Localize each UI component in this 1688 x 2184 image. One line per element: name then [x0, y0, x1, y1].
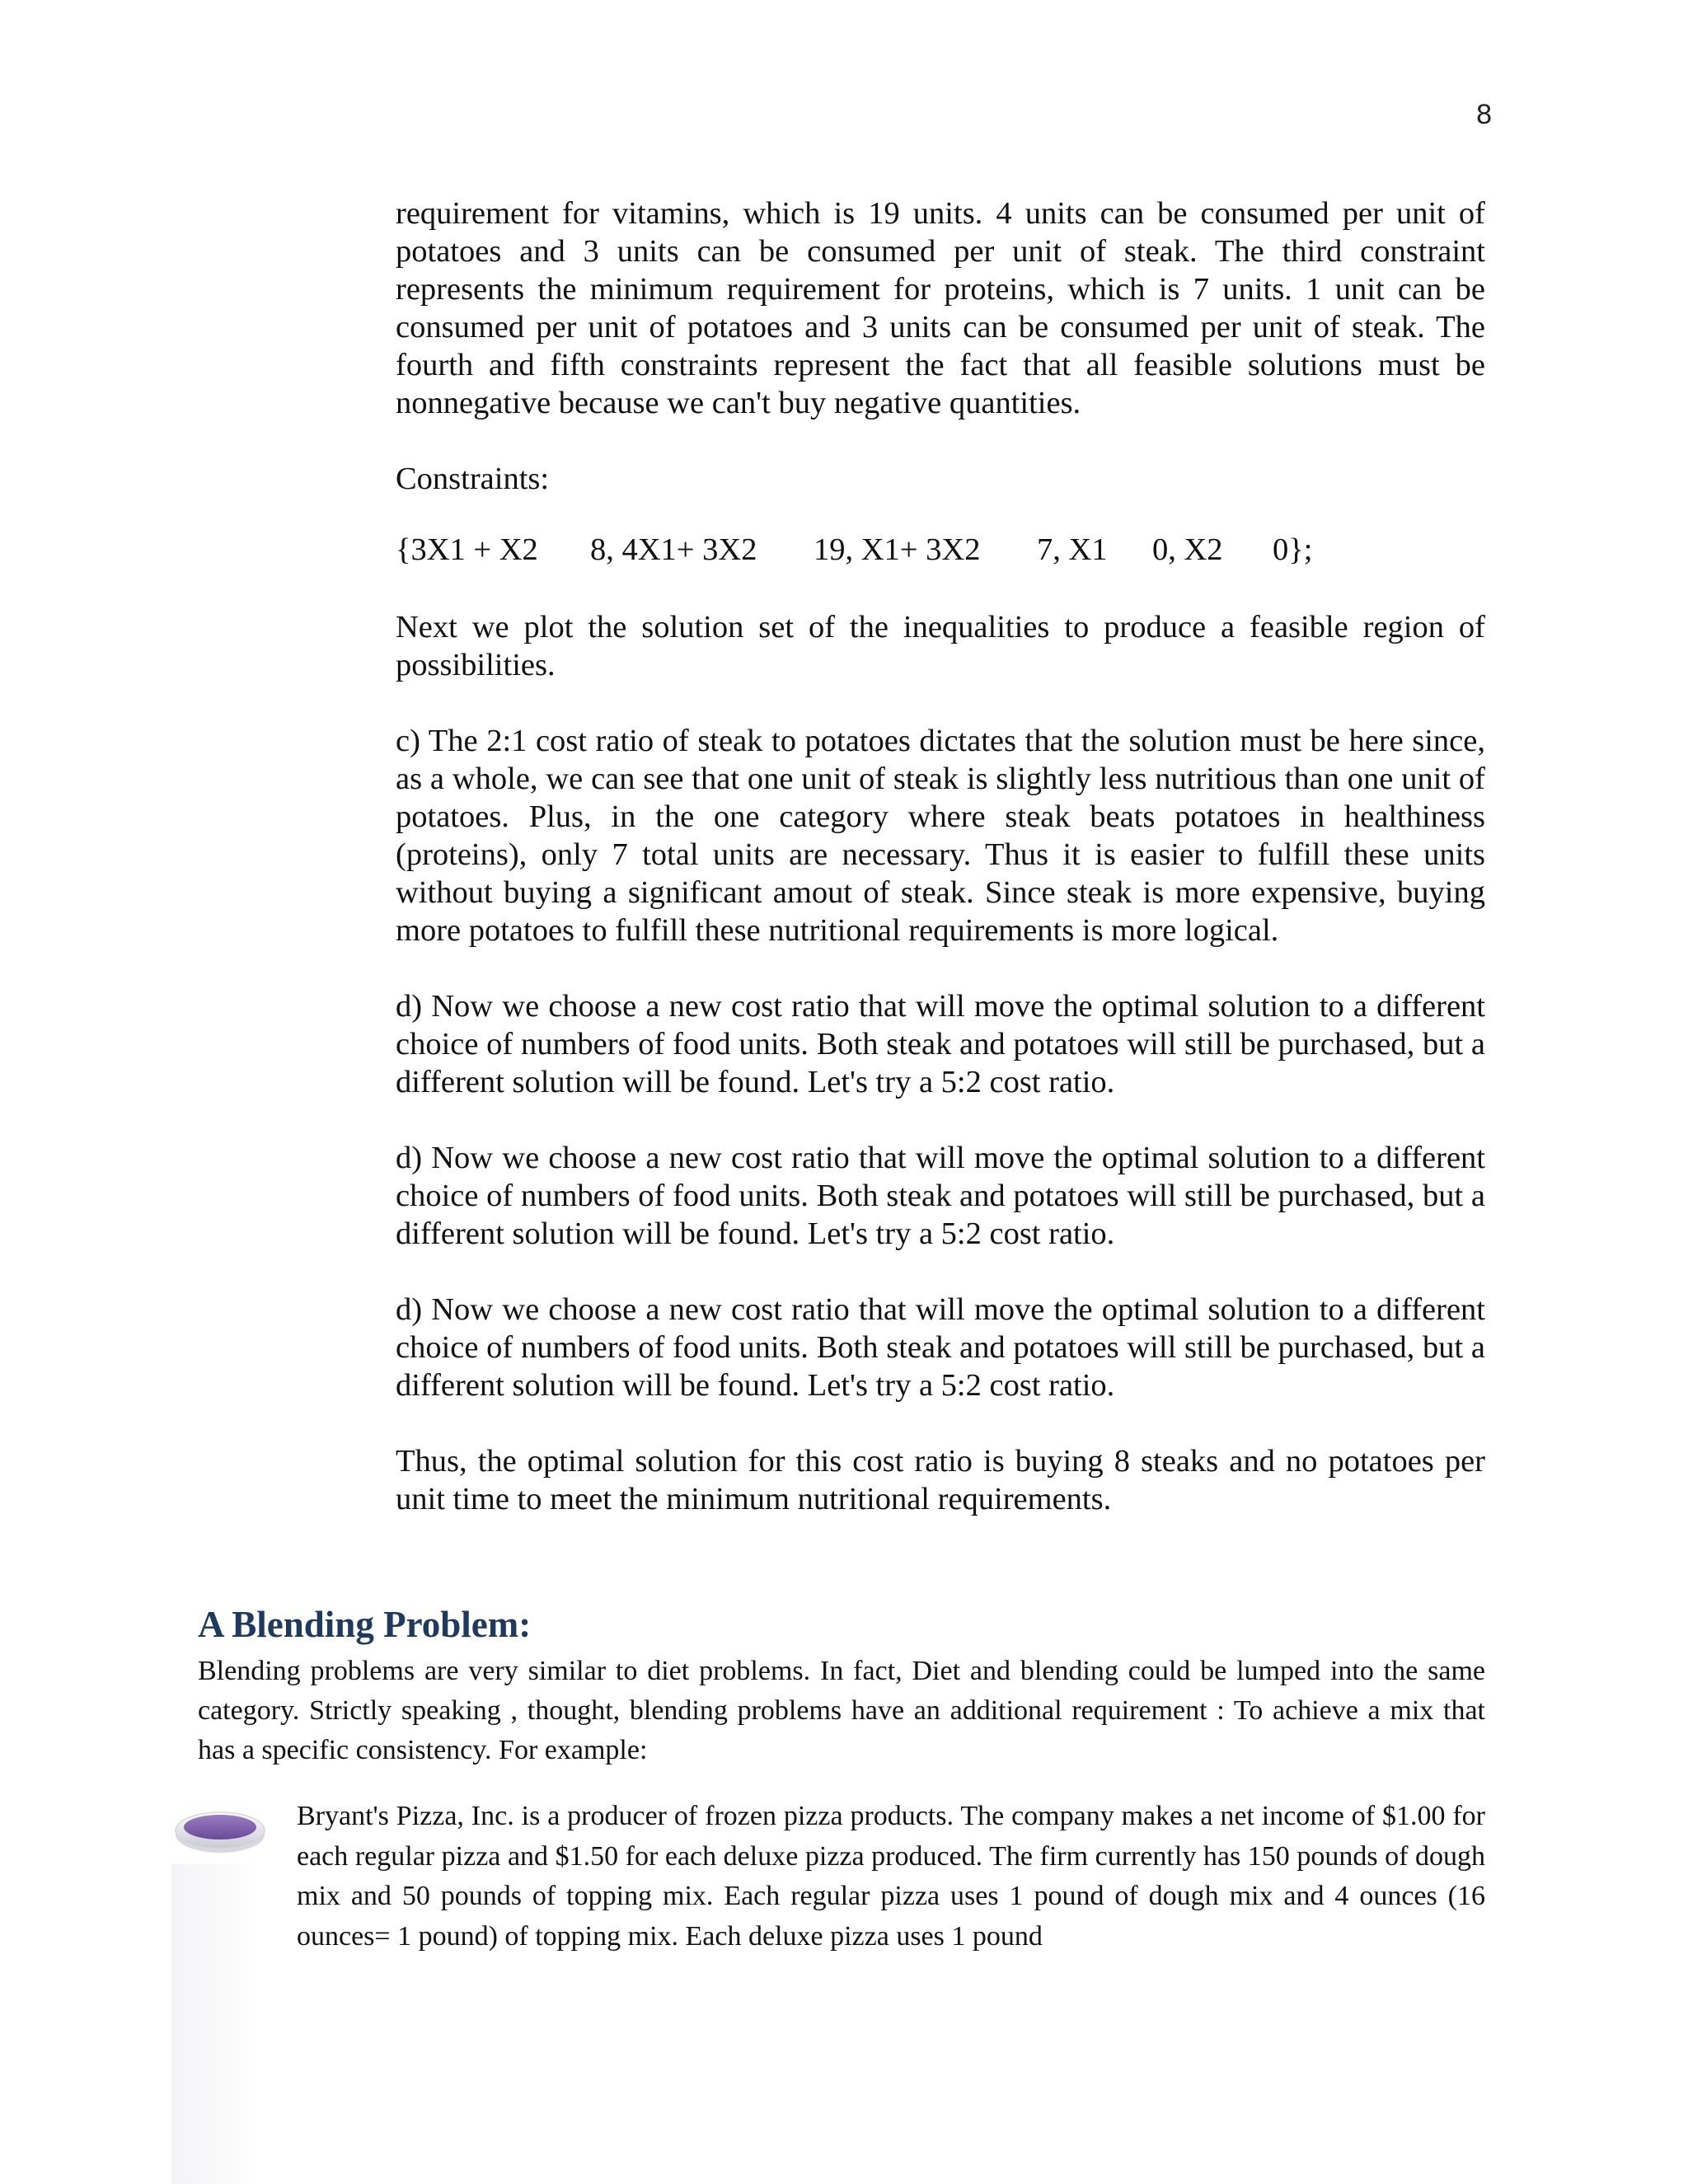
paragraph-part-d-2: d) Now we choose a new cost ratio that will move the optimal solution to a different choice of numbers of food units. Both steak and potatoes will still be purchased, but a different solution will be found. Let's try a 5:2 cost ratio.	[396, 1141, 1485, 1251]
constraint-term-4: 7, X1	[1037, 532, 1108, 567]
constraints-expression	[396, 531, 1485, 569]
page-number: 8	[1476, 99, 1492, 130]
constraint-term-5: 0, X2	[1152, 532, 1223, 567]
section-heading-blending: A Blending Problem:	[198, 1604, 532, 1645]
constraint-term-2: 8, 4X1+ 3X2	[590, 532, 757, 567]
paragraph-part-d-1: d) Now we choose a new cost ratio that will move the optimal solution to a different choice of numbers of food units. Both steak and potatoes will still be purchased, but a different solution will be found. Let's try a 5:2 cost ratio.	[396, 989, 1485, 1099]
sidebar-decoration	[171, 1864, 260, 2184]
paragraph-part-d-3: d) Now we choose a new cost ratio that will move the optimal solution to a different choice of numbers of food units. Both steak and potatoes will still be purchased, but a different solution will be found. Let's try a 5:2 cost ratio.	[396, 1292, 1485, 1403]
constraint-term-6: 0};	[1273, 532, 1313, 567]
constraint-term-3: 19, X1+ 3X2	[814, 532, 981, 567]
constraints-label: Constraints:	[396, 462, 550, 496]
paragraph-plot: Next we plot the solution set of the inequalities to produce a feasible region of possibilities.	[396, 610, 1485, 682]
paragraph-conclusion: Thus, the optimal solution for this cost ratio is buying 8 steaks and no potatoes per unit time to meet the minimum nutritional requirements.	[396, 1444, 1485, 1516]
blending-example: Bryant's Pizza, Inc. is a producer of frozen pizza products. The company makes a net income of $1.00 for each regular pizza and $1.50 for each deluxe pizza produced. The firm currently has 150 pounds of dough mix and 50 pounds of topping mix. Each regular pizza uses 1 pound of dough mix and 4 ounces (16 ounces= 1 pound) of topping mix. Each deluxe pizza uses 1 pound	[297, 1801, 1485, 1952]
main-column	[396, 194, 1485, 1556]
paragraph-part-c: c) The 2:1 cost ratio of steak to potatoes dictates that the solution must be here since, as a whole, we can see that one unit of steak is slightly less nutritious than one unit of potatoes. Plus, in the one category where steak beats potatoes in healthiness (proteins), only 7 total units are necessary. Thus it is easier to fulfill these units without buying a significant amout of steak. Since steak is more expensive, buying more potatoes to fulfill these nutritional requirements is more logical.	[396, 724, 1485, 948]
oval-bullet-icon	[173, 1803, 267, 1856]
constraint-term-1: {3X1 + X2	[396, 532, 538, 567]
paragraph-constraints-explanation: requirement for vitamins, which is 19 units. 4 units can be consumed per unit of potatoes and 3 units can be consumed per unit of steak. The third constraint represents the minimum requirement for proteins, which is 7 units. 1 unit can be consumed per unit of potatoes and 3 units can be consumed per unit of steak. The fourth and fifth constraints represent the fact that all feasible solutions must be nonnegative because we can't buy negative quantities.	[396, 196, 1485, 420]
blending-intro: Blending problems are very similar to diet problems. In fact, Diet and blending could be lumped into the same category. Strictly speaking , thought, blending problems have an additional requirement : To achieve a mix that has a specific consistency. For example:	[198, 1656, 1485, 1765]
